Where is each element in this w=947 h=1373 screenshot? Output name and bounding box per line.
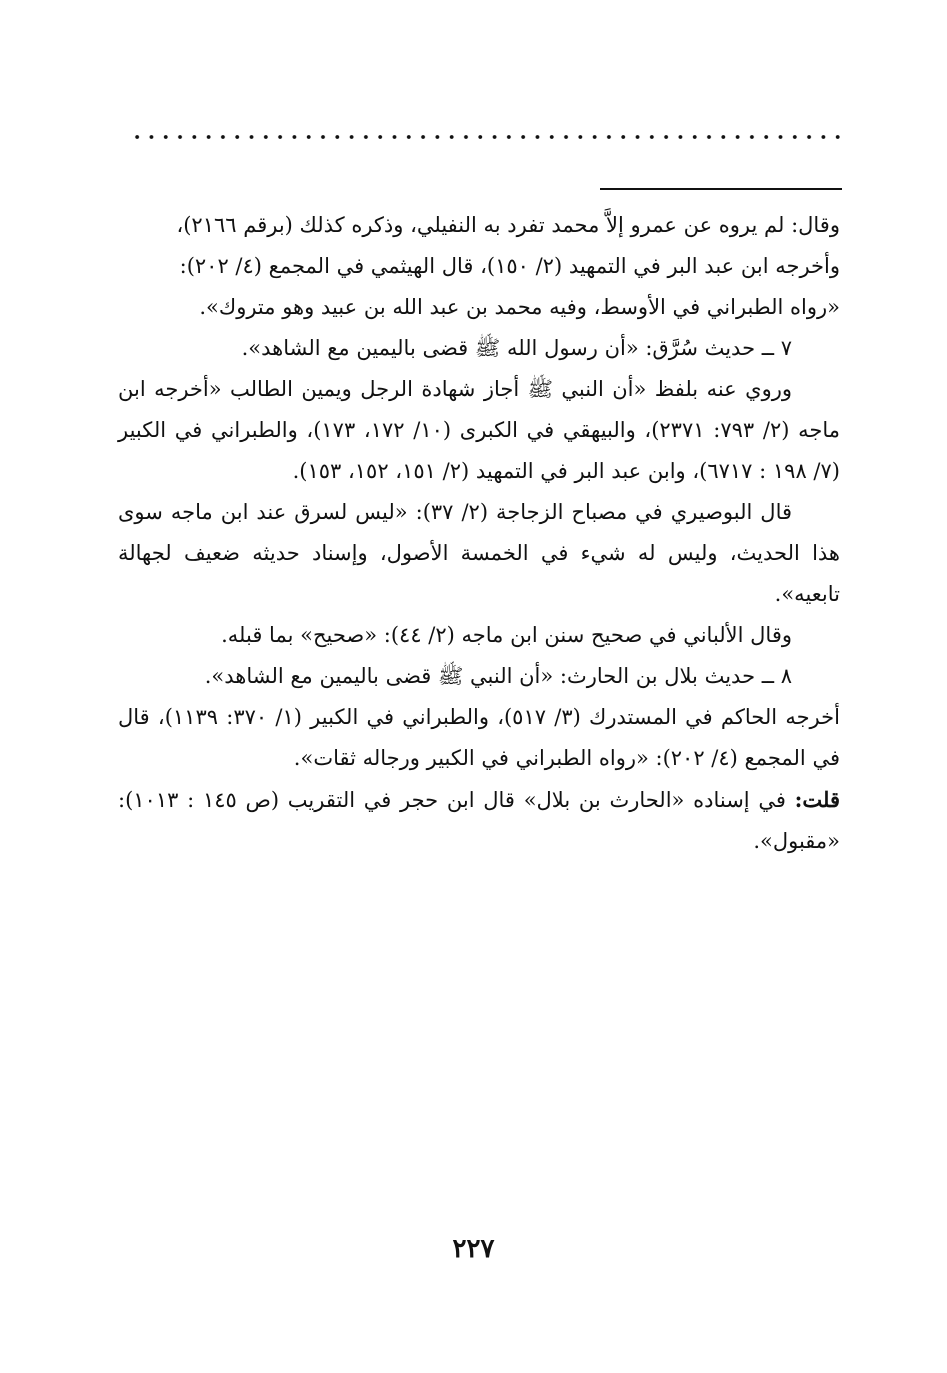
paragraph-8-label: قلت: <box>794 787 840 812</box>
footnote-text <box>118 205 840 862</box>
paragraph-6-hadith-8: ٨ ــ حديث بلال بن الحارث: «أن النبي ﷺ قضى باليمين مع الشاهد». <box>204 664 792 688</box>
paragraph-1-line-3: «رواه الطبراني في الأوسط، وفيه محمد بن عبد الله بن عبيد وهو متروك». <box>199 295 840 319</box>
paragraph-2-hadith-7: ٧ ــ حديث سُرَّق: «أن رسول الله ﷺ قضى باليمين مع الشاهد». <box>241 336 792 360</box>
paragraph-3: وروي عنه بلفظ «أن النبي ﷺ أجاز شهادة الرجل ويمين الطالب «أخرجه ابن ماجه (٢/ ٧٩٣: ٢٣٧١)، والبيهقي في الكبرى (١٠/ ١٧٢، ١٧٣)، والطبراني في الكبير (٧/ ١٩٨ : ٦٧١٧)، وابن عبد البر في التمهيد (٢/ ١٥١، ١٥٢، ١٥٣). <box>118 377 840 483</box>
paragraph-1-line-1: وقال: لم يروه عن عمرو إلاَّ محمد تفرد به النفيلي، وذكره كذلك (برقم ٢١٦٦)، <box>176 213 840 237</box>
paragraph-4: قال البوصيري في مصباح الزجاجة (٢/ ٣٧): «ليس لسرق عند ابن ماجه سوى هذا الحديث، وليس له شيء في الخمسة الأصول، وإسناد حديثه ضعيف لجهالة تابعيه». <box>118 500 840 606</box>
paragraph-1-line-2: وأخرجه ابن عبد البر في التمهيد (٢/ ١٥٠)، قال الهيثمي في المجمع (٤/ ٢٠٢): <box>179 254 840 278</box>
paragraph-8-text: في إسناده «الحارث بن بلال» قال ابن حجر في التقريب (ص ١٤٥ : ١٠١٣): «مقبول». <box>118 788 840 853</box>
page-number: ٢٢٧ <box>452 1234 495 1264</box>
dotted-separator <box>130 130 845 144</box>
paragraph-1 <box>118 205 840 328</box>
paragraph-8 <box>118 779 840 862</box>
paragraph-5: وقال الألباني في صحيح سنن ابن ماجه (٢/ ٤٤): «صحيح» بما قبله. <box>221 623 792 647</box>
footnote-rule <box>600 188 842 190</box>
paragraph-7: أخرجه الحاكم في المستدرك (٣/ ٥١٧)، والطبراني في الكبير (١/ ٣٧٠: ١١٣٩)، قال في المجمع (٤/ ٢٠٢): «رواه الطبراني في الكبير ورجاله ثقات». <box>118 705 840 770</box>
